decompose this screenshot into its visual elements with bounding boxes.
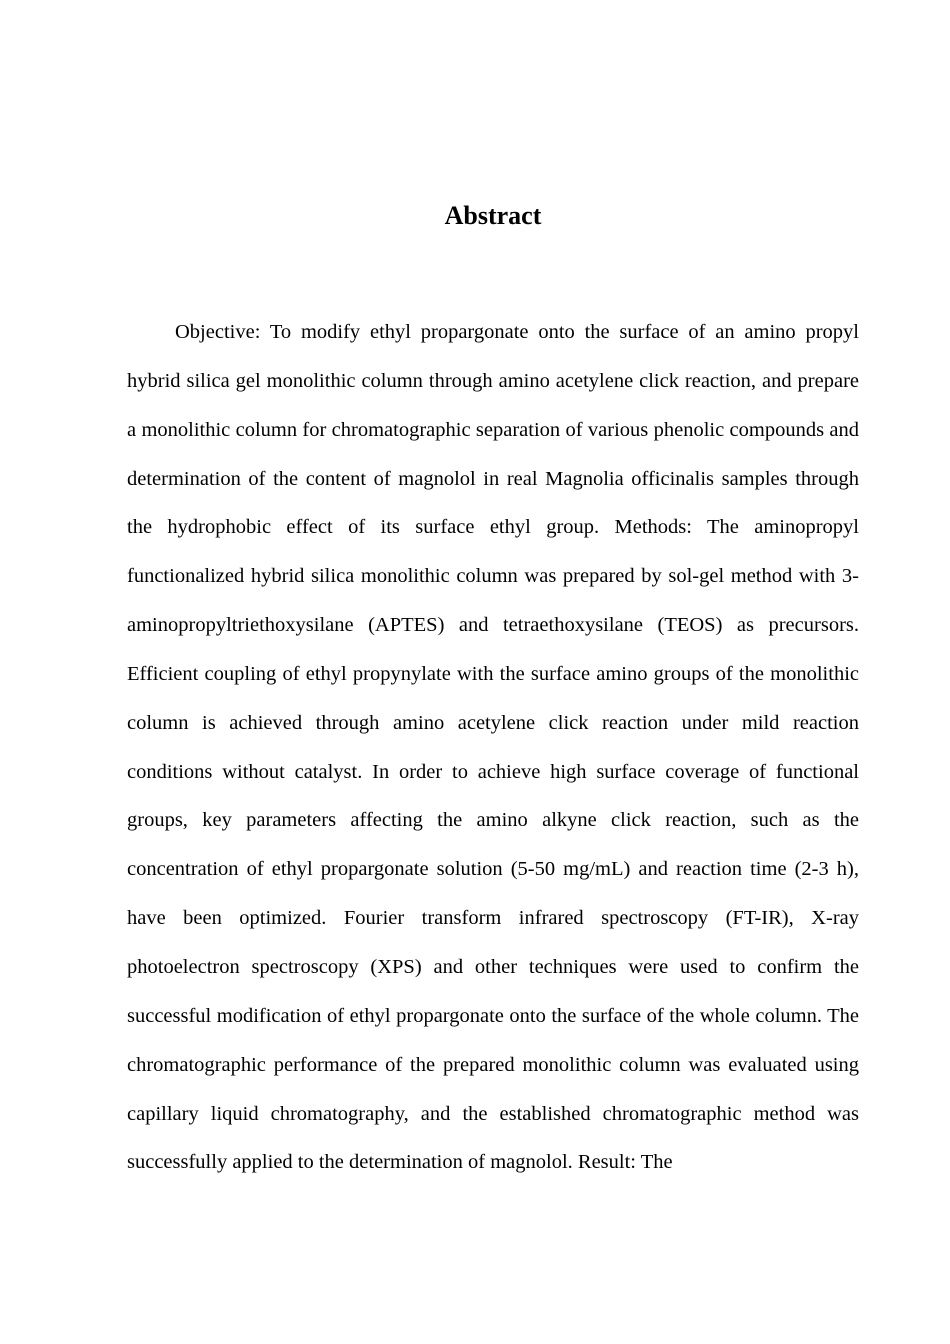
abstract-title: Abstract [444, 201, 542, 230]
abstract-paragraph: Objective: To modify ethyl propargonate onto the surface of an amino propyl hybrid silica gel monolithic column through amino acetylene click reaction, and prepare a monolithic column for chromatographic separation of various phenolic compounds and determination of the content of magnolol in real Magnolia officinalis samples through the hydrophobic effect of its surface ethyl group. Methods: The aminopropyl functionalized hybrid silica monolithic column was prepared by sol-gel method with 3-aminopropyltriethoxysilane (APTES) and tetraethoxysilane (TEOS) as precursors. Efficient coupling of ethyl propynylate with the surface amino groups of the monolithic column is achieved through amino acetylene click reaction under mild reaction conditions without catalyst. In order to achieve high surface coverage of functional groups, key parameters affecting the amino alkyne click reaction, such as the concentration of ethyl propargonate solution (5-50 mg/mL) and reaction time (2-3 h), have been optimized. Fourier transform infrared spectroscopy (FT-IR), X-ray photoelectron spectroscopy (XPS) and other techniques were used to confirm the successful modification of ethyl propargonate onto the surface of the whole column. The chromatographic performance of the prepared monolithic column was evaluated using capillary liquid chromatography, and the established chromatographic method was successfully applied to the determination of magnolol. Result: The [127, 321, 859, 1174]
